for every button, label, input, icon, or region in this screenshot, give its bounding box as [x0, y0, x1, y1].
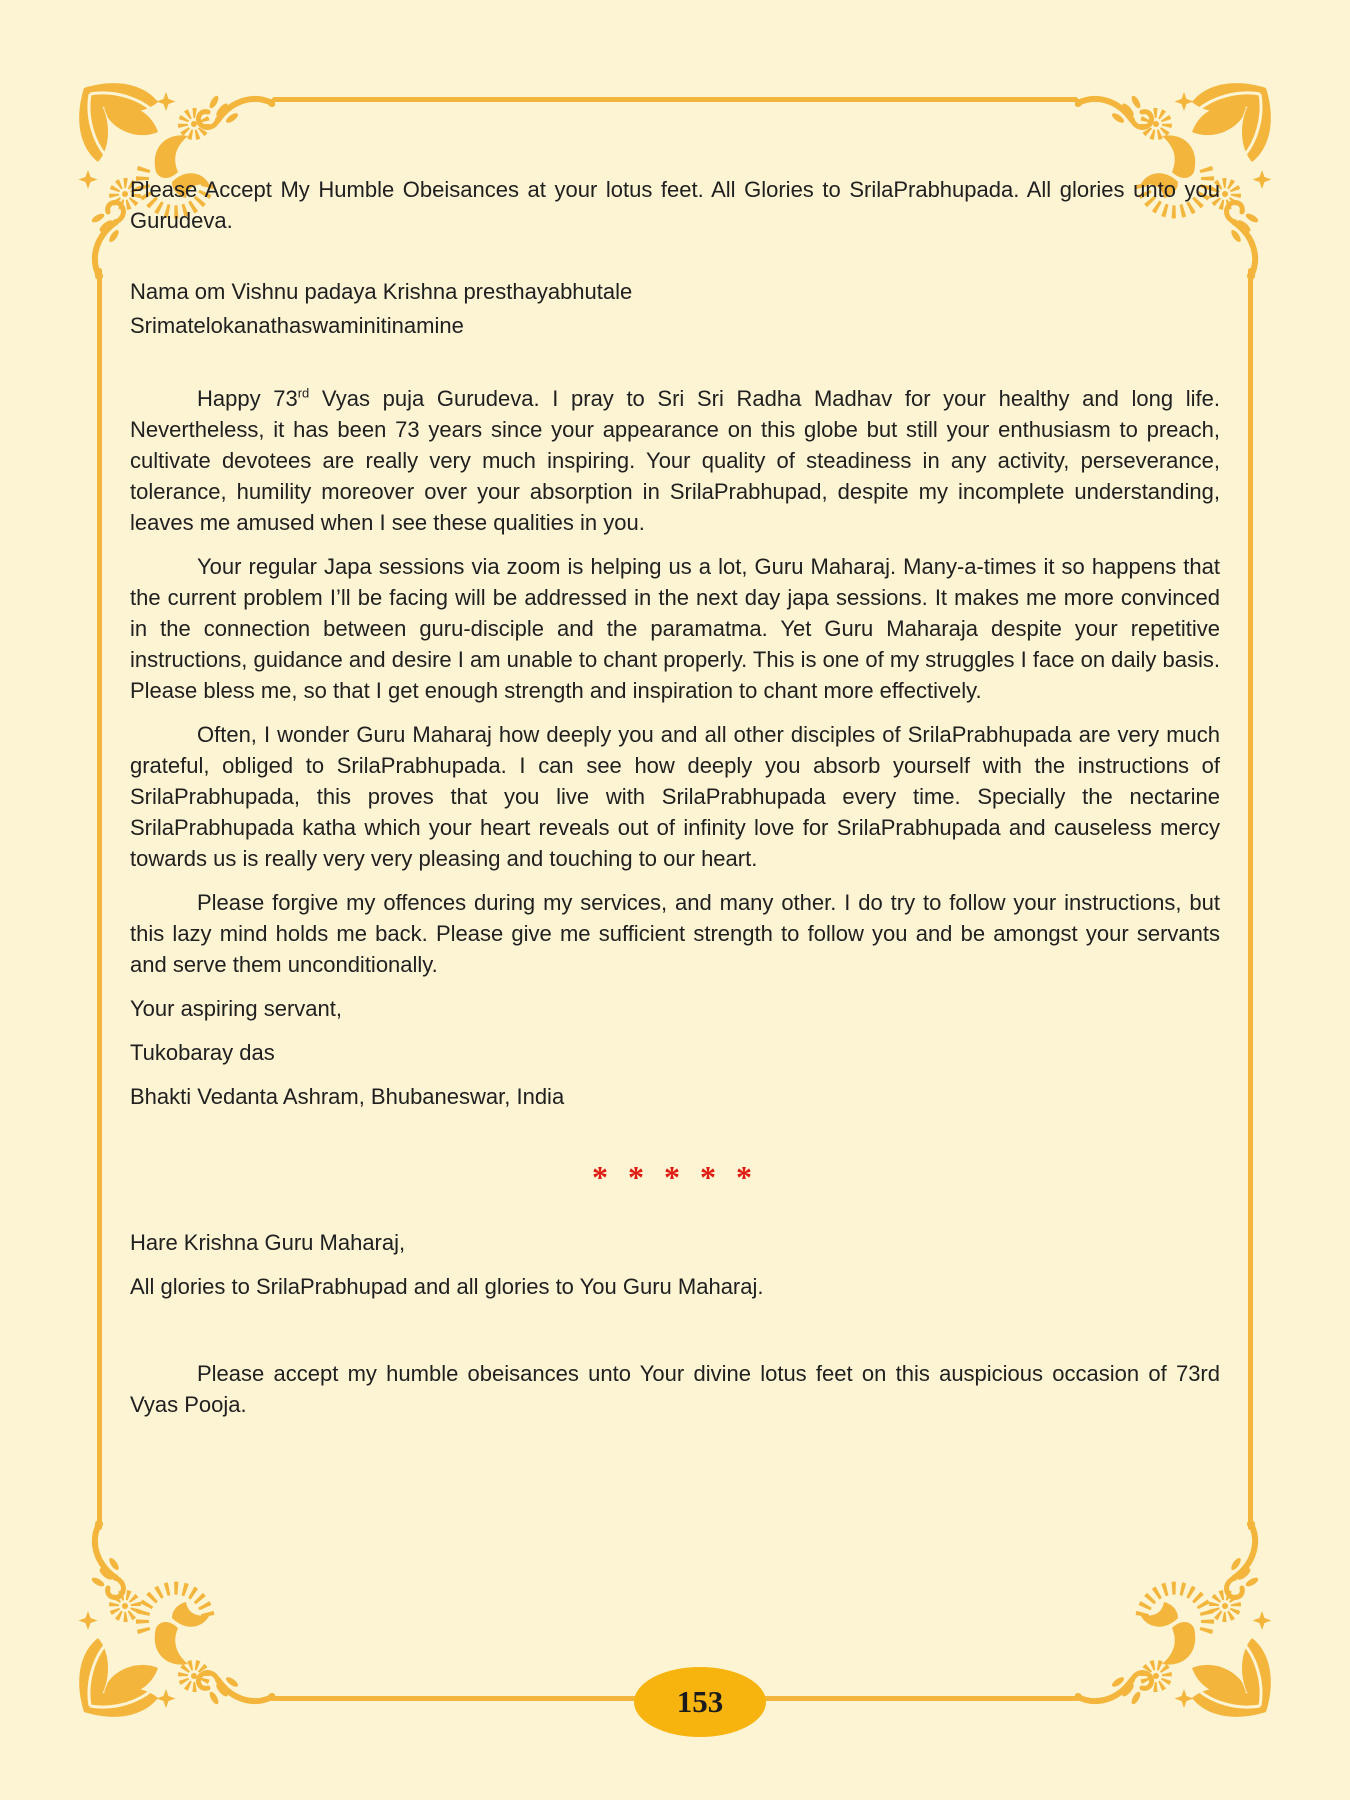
letter1-salutation: Please Accept My Humble Obeisances at your lotus feet. All Glories to SrilaPrabhupada. All glories unto you Gurudeva. — [130, 177, 1220, 233]
page-number: 153 — [676, 1684, 724, 1719]
letter1-paragraph-1 — [130, 383, 1220, 538]
mantra-line-1: Nama om Vishnu padaya Krishna presthayabhutale — [130, 279, 633, 304]
letter1-paragraph-4: Please forgive my offences during my services, and many other. I do try to follow your instructions, but this lazy mind holds me back. Please give me sufficient strength to follow you and be amongst your servants and serve them unconditionally. — [130, 890, 1220, 977]
signature-location: Bhakti Vedanta Ashram, Bhubaneswar, India — [130, 1084, 565, 1109]
border-line-right — [1248, 268, 1253, 1530]
floral-corner-icon-bottom-left — [70, 1521, 275, 1726]
section-separator-asterisks: * * * * * — [592, 1159, 758, 1195]
letter2-paragraph-1: Please accept my humble obeisances unto Your divine lotus feet on this auspicious occasion of 73rd Vyas Pooja. — [130, 1361, 1220, 1417]
signature-name: Tukobaray das — [130, 1040, 275, 1065]
closing-line: Your aspiring servant, — [130, 996, 342, 1021]
paragraph-1-open: Happy 73 — [197, 386, 298, 411]
letter1-paragraph-2: Your regular Japa sessions via zoom is helping us a lot, Guru Maharaj. Many-a-times it so happens that the current problem I’ll be facing will be addressed in the next day japa sessions. It makes me more convinced in the connection between guru-disciple and the paramatma. Yet Guru Maharaja despite your repetitive instructions, guidance and desire I am unable to chant properly. This is one of my struggles I face on daily basis. Please bless me, so that I get enough strength and inspiration to chant more effectively. — [130, 554, 1220, 703]
letter2-salutation-2: All glories to SrilaPrabhupad and all glories to You Guru Maharaj. — [130, 1274, 764, 1299]
letter1-paragraph-3: Often, I wonder Guru Maharaj how deeply you and all other disciples of SrilaPrabhupada are very much grateful, obliged to SrilaPrabhupada. I can see how deeply you absorb yourself with the instructions of SrilaPrabhupada, this proves that you live with SrilaPrabhupada every time. Specially the nectarine SrilaPrabhupada katha which your heart reveals out of infinity love for SrilaPrabhupada and causeless mercy towards us is really very very pleasing and touching to our heart. — [130, 722, 1220, 871]
paragraph-1-rest: Vyas puja Gurudeva. I pray to Sri Sri Radha Madhav for your healthy and long life. Nevertheless, it has been 73 years since your appearance on this globe but still your enthusiasm to preach, cultivate devotees are really very much inspiring. Your quality of steadiness in any activity, perseverance, tolerance, humility moreover over your absorption in SrilaPrabhupad, despite my incomplete understanding, leaves me amused when I see these qualities in you. — [130, 386, 1220, 535]
border-line-left — [97, 268, 102, 1530]
border-line-top — [272, 97, 1078, 102]
letter-content — [130, 174, 1220, 1433]
page-number-badge — [634, 1667, 766, 1737]
floral-corner-icon-bottom-right — [1075, 1521, 1280, 1726]
ordinal-superscript: rd — [297, 385, 310, 401]
letter2-salutation-1: Hare Krishna Guru Maharaj, — [130, 1230, 406, 1255]
mantra-line-2: Srimatelokanathaswaminitinamine — [130, 313, 464, 338]
